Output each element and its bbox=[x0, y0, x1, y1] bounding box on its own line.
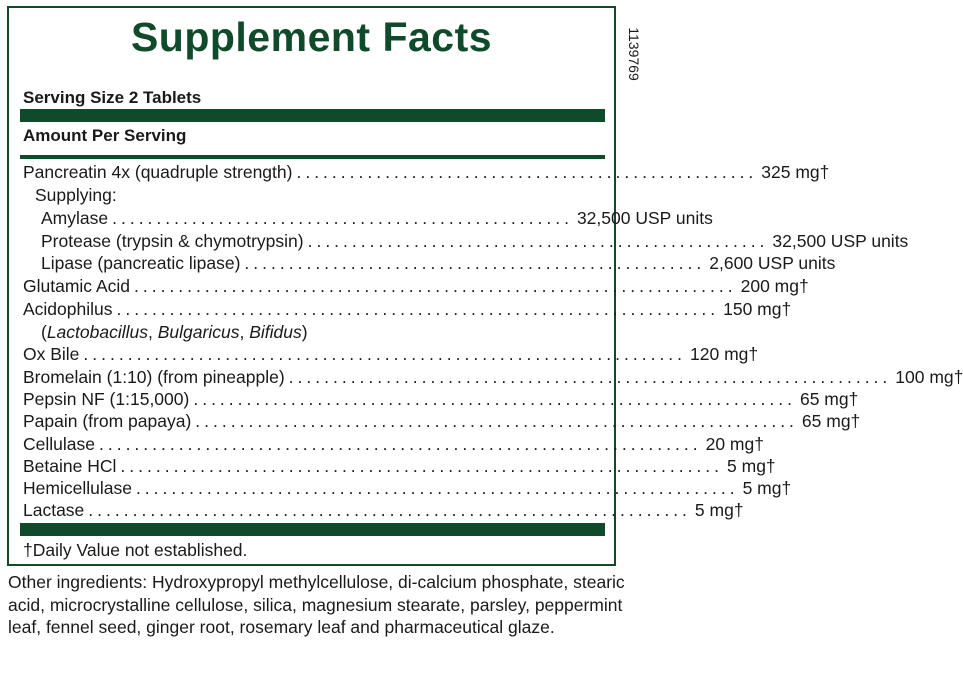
nutrient-row-bromelain bbox=[23, 367, 963, 390]
product-code-text: 1139769 bbox=[626, 27, 642, 81]
nutrient-amount: 325 mg† bbox=[761, 162, 830, 182]
nutrient-label: Pancreatin 4x (quadruple strength) bbox=[23, 162, 293, 182]
sub-amount: 32,500 USP units bbox=[576, 208, 713, 228]
leader-dots: .................................................................... bbox=[193, 389, 796, 409]
sub-amount: 32,500 USP units bbox=[772, 231, 909, 251]
nutrient-amount: 5 mg† bbox=[694, 500, 744, 520]
sub-label: Lipase (pancreatic lipase) bbox=[41, 253, 241, 273]
leader-dots: .................................................................... bbox=[83, 344, 687, 364]
amount-per-serving-header: Amount Per Serving bbox=[23, 126, 187, 145]
leader-dots: .................................................................... bbox=[120, 456, 724, 476]
acidophilus-strains bbox=[41, 322, 308, 343]
nutrient-row-hemicellulase bbox=[23, 478, 792, 501]
nutrient-row-lactase bbox=[23, 500, 744, 523]
sub-amount: 2,600 USP units bbox=[709, 253, 836, 273]
nutrient-amount: 5 mg† bbox=[742, 478, 792, 498]
serving-size: Serving Size 2 Tablets bbox=[23, 88, 202, 107]
leader-dots: .................................................................... bbox=[195, 411, 798, 431]
nutrient-amount: 5 mg† bbox=[727, 456, 776, 476]
nutrient-row-cellulase bbox=[23, 434, 764, 457]
nutrient-row-acidophilus bbox=[23, 299, 792, 322]
sub-label: Amylase bbox=[41, 208, 109, 228]
strain-bulgaricus: Bulgaricus bbox=[157, 322, 240, 342]
sub-row-protease bbox=[41, 231, 909, 254]
nutrient-label: Acidophilus bbox=[23, 299, 113, 319]
panel-title: Supplement Facts bbox=[130, 14, 493, 60]
nutrient-amount: 100 mg† bbox=[895, 367, 963, 387]
strain-bifidus: Bifidus bbox=[249, 322, 302, 342]
nutrient-row-pepsin bbox=[23, 389, 859, 412]
nutrient-row-glutamic bbox=[23, 276, 809, 299]
supplying-label: Supplying: bbox=[35, 185, 117, 205]
other-ingredients: Other ingredients: Hydroxypropyl methylcellulose, di-calcium phosphate, stearic acid, microcrystalline cellulose, silica, magnesium stearate, parsley, peppermint leaf, fennel seed, ginger root, rosemary leaf and pharmaceutical glaze. bbox=[8, 572, 625, 637]
product-code bbox=[622, 14, 646, 94]
leader-dots: .................................................... bbox=[112, 208, 573, 228]
nutrient-row-papain bbox=[23, 411, 861, 434]
leader-dots: .................................................................... bbox=[116, 299, 720, 319]
leader-dots: .................................................... bbox=[307, 231, 769, 251]
leader-dots: .................................................... bbox=[244, 253, 706, 273]
nutrient-label: Glutamic Acid bbox=[23, 276, 130, 296]
sub-row-lipase bbox=[41, 253, 836, 276]
nutrient-amount: 150 mg† bbox=[723, 299, 792, 319]
leader-dots: .................................................................... bbox=[288, 367, 892, 387]
sub-label: Protease (trypsin & chymotrypsin) bbox=[41, 231, 304, 251]
sub-row-amylase bbox=[41, 208, 713, 231]
separator: , bbox=[239, 322, 250, 342]
nutrient-amount: 65 mg† bbox=[801, 411, 861, 431]
thick-divider-bottom bbox=[20, 523, 605, 536]
nutrient-row-betaine bbox=[23, 456, 776, 479]
separator: , bbox=[148, 322, 158, 342]
nutrient-label: Ox Bile bbox=[23, 344, 80, 364]
nutrient-amount: 120 mg† bbox=[690, 344, 759, 364]
paren-close: ) bbox=[301, 322, 308, 342]
nutrient-amount: 20 mg† bbox=[705, 434, 764, 454]
nutrient-label: Lactase bbox=[23, 500, 85, 520]
nutrient-label: Hemicellulase bbox=[23, 478, 132, 498]
nutrient-label: Cellulase bbox=[23, 434, 95, 454]
leader-dots: .................................................... bbox=[296, 162, 758, 182]
thin-divider bbox=[20, 155, 605, 159]
nutrient-label: Papain (from papaya) bbox=[23, 411, 192, 431]
strain-lactobacillus: Lactobacillus bbox=[46, 322, 148, 342]
leader-dots: .................................................................... bbox=[135, 478, 739, 498]
leader-dots: .................................................................... bbox=[133, 276, 737, 296]
nutrient-amount: 65 mg† bbox=[799, 389, 859, 409]
nutrient-row-ox-bile bbox=[23, 344, 759, 367]
nutrient-label: Pepsin NF (1:15,000) bbox=[23, 389, 190, 409]
leader-dots: .................................................................... bbox=[88, 500, 691, 520]
nutrient-label: Bromelain (1:10) (from pineapple) bbox=[23, 367, 285, 387]
nutrient-amount: 200 mg† bbox=[740, 276, 809, 296]
leader-dots: .................................................................... bbox=[98, 434, 702, 454]
nutrient-row-pancreatin bbox=[23, 162, 830, 185]
daily-value-footnote: †Daily Value not established. bbox=[23, 540, 248, 560]
nutrient-label: Betaine HCl bbox=[23, 456, 117, 476]
paren-open: ( bbox=[41, 322, 47, 342]
thick-divider-top bbox=[20, 109, 605, 122]
